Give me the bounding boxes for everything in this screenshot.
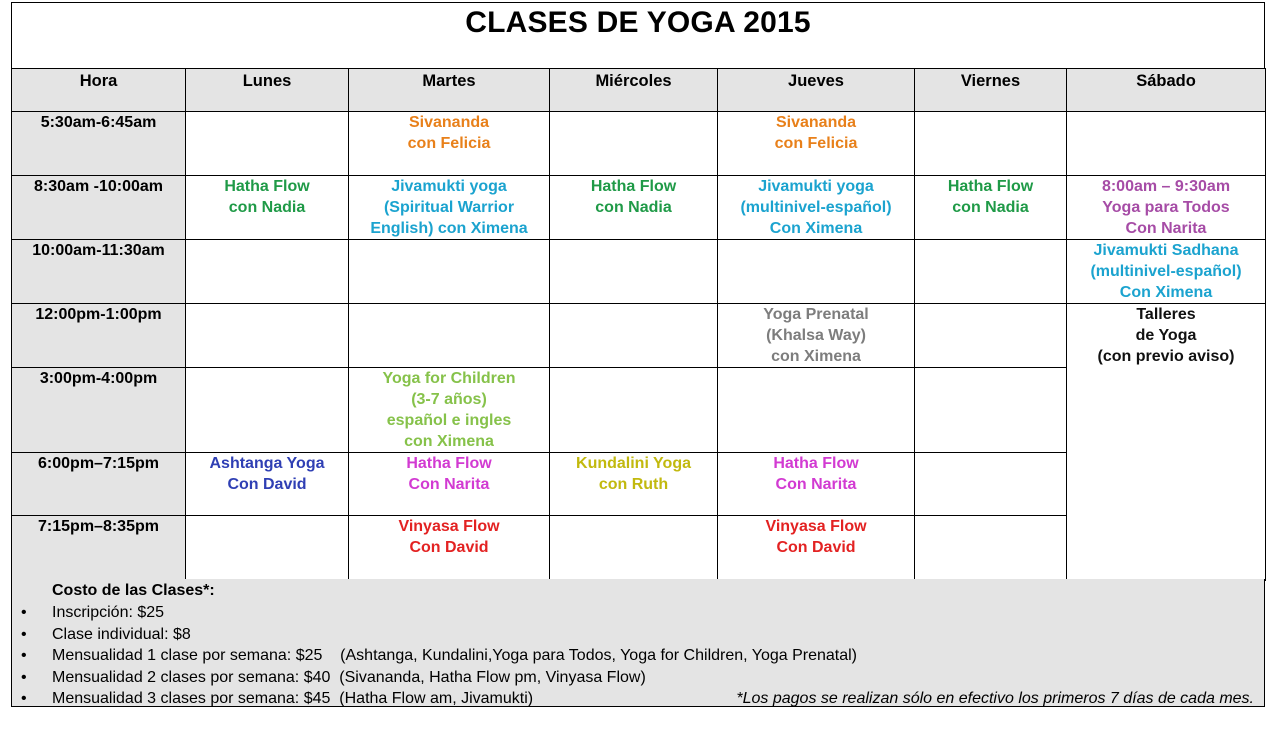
pricing-item: Mensualidad 1 clase por semana: $25 (Ashtanga, Kundalini,Yoga para Todos, Yoga for Children, Yoga Prenatal) bbox=[52, 647, 858, 664]
class-label: Kundalini Yoga con Ruth bbox=[576, 455, 691, 493]
talleres-cell bbox=[1067, 304, 1266, 581]
talleres-label: Talleres de Yoga (con previo aviso) bbox=[1097, 306, 1235, 365]
bullet-icon: • bbox=[21, 647, 27, 664]
pricing-list bbox=[12, 602, 1266, 710]
class-cell bbox=[349, 304, 550, 368]
class-label: Hatha Flow Con Narita bbox=[406, 455, 492, 493]
pricing-item: Clase individual: $8 bbox=[52, 625, 191, 643]
class-cell bbox=[915, 516, 1067, 581]
class-cell bbox=[550, 176, 718, 240]
list-item bbox=[12, 667, 1266, 689]
class-label: Ashtanga Yoga Con David bbox=[209, 455, 325, 493]
header-jueves: Jueves bbox=[718, 69, 915, 112]
class-cell bbox=[718, 112, 915, 176]
class-label: Sivananda con Felicia bbox=[774, 114, 858, 152]
list-item bbox=[12, 624, 1266, 646]
class-cell bbox=[718, 304, 915, 368]
list-item bbox=[12, 688, 1266, 710]
table-row bbox=[12, 176, 1266, 240]
class-cell bbox=[186, 368, 349, 453]
time-slot: 5:30am-6:45am bbox=[12, 112, 186, 176]
class-label: Jivamukti yoga (Spiritual Warrior English) con Ximena bbox=[370, 178, 528, 237]
pricing-title: Costo de las Clases*: bbox=[52, 582, 215, 599]
class-cell bbox=[915, 368, 1067, 453]
class-cell bbox=[915, 453, 1067, 516]
class-cell bbox=[186, 176, 349, 240]
class-cell bbox=[550, 304, 718, 368]
pricing-item: Mensualidad 3 clases por semana: $45 (Hatha Flow am, Jivamukti) bbox=[52, 690, 534, 707]
class-label: Jivamukti yoga (multinivel-español) Con Ximena bbox=[740, 178, 892, 237]
payment-note: *Los pagos se realizan sólo en efectivo los primeros 7 días de cada mes. bbox=[736, 690, 1254, 707]
class-cell bbox=[349, 516, 550, 581]
class-cell bbox=[718, 176, 915, 240]
time-slot: 7:15pm–8:35pm bbox=[12, 516, 186, 581]
time-slot: 6:00pm–7:15pm bbox=[12, 453, 186, 516]
class-cell bbox=[915, 112, 1067, 176]
class-cell bbox=[186, 112, 349, 176]
table-row bbox=[12, 240, 1266, 304]
class-label: Hatha Flow con Nadia bbox=[224, 178, 310, 216]
time-slot: 8:30am -10:00am bbox=[12, 176, 186, 240]
class-cell bbox=[718, 453, 915, 516]
class-label: Yoga for Children (3-7 años) español e ingles con Ximena bbox=[382, 370, 516, 450]
class-cell bbox=[550, 516, 718, 581]
class-cell bbox=[1067, 112, 1266, 176]
header-miercoles: Miércoles bbox=[550, 69, 718, 112]
class-cell bbox=[718, 240, 915, 304]
bullet-icon: • bbox=[21, 625, 27, 643]
class-cell bbox=[1067, 240, 1266, 304]
class-cell bbox=[186, 516, 349, 581]
class-cell bbox=[349, 240, 550, 304]
class-label: Hatha Flow con Nadia bbox=[947, 178, 1034, 216]
pricing-footer bbox=[11, 579, 1265, 707]
class-cell bbox=[550, 453, 718, 516]
class-cell bbox=[550, 112, 718, 176]
table-row bbox=[12, 112, 1266, 176]
class-cell bbox=[186, 240, 349, 304]
bullet-icon: • bbox=[21, 604, 27, 621]
class-cell bbox=[1067, 176, 1266, 240]
class-cell bbox=[915, 176, 1067, 240]
list-item bbox=[12, 602, 1266, 624]
class-cell bbox=[349, 112, 550, 176]
header-lunes: Lunes bbox=[186, 69, 349, 112]
class-cell bbox=[550, 368, 718, 453]
header-sabado: Sábado bbox=[1067, 69, 1266, 112]
class-label: Hatha Flow Con Narita bbox=[773, 455, 859, 493]
pricing-item: Inscripción: $25 bbox=[52, 604, 165, 621]
bullet-icon: • bbox=[21, 690, 27, 707]
header-row bbox=[12, 69, 1266, 112]
class-cell bbox=[186, 453, 349, 516]
class-cell bbox=[718, 516, 915, 581]
schedule-table bbox=[11, 68, 1266, 581]
time-slot: 3:00pm-4:00pm bbox=[12, 368, 186, 453]
class-label: Yoga Prenatal (Khalsa Way) con Ximena bbox=[763, 306, 869, 365]
class-cell bbox=[186, 304, 349, 368]
bullet-icon: • bbox=[21, 668, 27, 686]
class-label: Jivamukti Sadhana (multinivel-español) Con Ximena bbox=[1090, 242, 1242, 301]
list-item bbox=[12, 645, 1266, 667]
class-cell bbox=[915, 304, 1067, 368]
class-cell bbox=[718, 368, 915, 453]
class-cell bbox=[349, 176, 550, 240]
time-slot: 10:00am-11:30am bbox=[12, 240, 186, 304]
class-label: Vinyasa Flow Con David bbox=[765, 518, 867, 556]
header-martes: Martes bbox=[349, 69, 550, 112]
pricing-item: Mensualidad 2 clases por semana: $40 (Sivananda, Hatha Flow pm, Vinyasa Flow) bbox=[52, 668, 646, 686]
class-label: Sivananda con Felicia bbox=[407, 114, 491, 152]
class-cell bbox=[349, 453, 550, 516]
header-hora: Hora bbox=[12, 69, 186, 112]
header-viernes: Viernes bbox=[915, 69, 1067, 112]
class-cell bbox=[550, 240, 718, 304]
class-label: Hatha Flow con Nadia bbox=[590, 178, 677, 216]
class-cell bbox=[349, 368, 550, 453]
page-title: CLASES DE YOGA 2015 bbox=[465, 6, 811, 39]
time-slot: 12:00pm-1:00pm bbox=[12, 304, 186, 368]
table-row bbox=[12, 304, 1266, 368]
class-label: 8:00am – 9:30am Yoga para Todos Con Narita bbox=[1101, 178, 1231, 237]
class-label: Vinyasa Flow Con David bbox=[398, 518, 500, 556]
class-cell bbox=[915, 240, 1067, 304]
